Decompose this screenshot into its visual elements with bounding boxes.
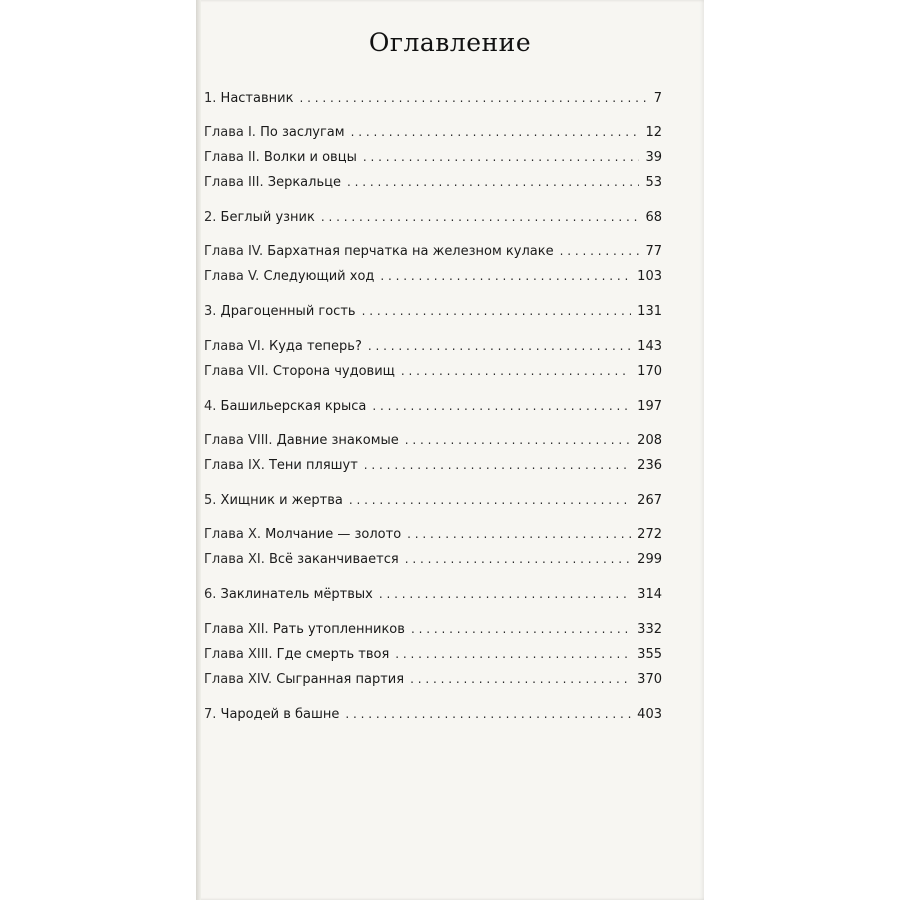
dot-leader — [363, 150, 640, 164]
toc-entry-title: Следующий ход — [263, 269, 375, 284]
dot-leader — [364, 458, 631, 472]
toc-entry — [204, 672, 662, 694]
toc-entry — [204, 399, 662, 421]
dot-leader — [405, 433, 631, 447]
toc-entry — [204, 175, 662, 197]
toc-entry-label — [204, 622, 405, 637]
toc-entry-title: Бархатная перчатка на железном кулаке — [267, 244, 554, 259]
toc-entry — [204, 587, 662, 609]
toc-entry-title: Где смерть твоя — [276, 647, 390, 662]
dot-leader — [372, 399, 631, 413]
toc-entry-title: Сыгранная партия — [276, 672, 405, 687]
dot-leader — [362, 304, 632, 318]
toc-entry — [204, 458, 662, 480]
toc-entry — [204, 647, 662, 669]
toc-entry-prefix: Глава IV. — [204, 244, 264, 259]
dot-leader — [368, 339, 631, 353]
toc-entry-page-number: 53 — [645, 175, 662, 190]
toc-entry-title: Молчание — золото — [265, 527, 402, 542]
dot-leader — [560, 244, 640, 258]
toc-entry-label — [204, 91, 293, 106]
toc-entry-title: Хищник и жертва — [220, 493, 343, 508]
toc-entry-prefix: 3. — [204, 304, 217, 319]
dot-leader — [410, 672, 631, 686]
toc-entry-label — [204, 125, 345, 140]
dot-leader — [380, 269, 631, 283]
dot-leader — [349, 493, 631, 507]
toc-entry-page-number: 103 — [637, 269, 662, 284]
toc-entry-prefix: Глава V. — [204, 269, 260, 284]
page-title: Оглавление — [368, 28, 532, 57]
toc-entry-label — [204, 210, 315, 225]
toc-entry-title: По заслугам — [260, 125, 345, 140]
toc-entry-prefix: Глава XIV. — [204, 672, 273, 687]
toc-entry-page-number: 370 — [637, 672, 662, 687]
toc-entry — [204, 91, 662, 113]
toc-entry-page-number: 7 — [653, 91, 662, 106]
toc-entry-prefix: Глава XII. — [204, 622, 269, 637]
toc-entry — [204, 433, 662, 455]
toc-entry-label — [204, 527, 401, 542]
toc-entry — [204, 304, 662, 326]
toc-entry-label — [204, 304, 356, 319]
toc-entry-prefix: Глава III. — [204, 175, 264, 190]
toc-entry-prefix: Глава I. — [204, 125, 256, 140]
dot-leader — [347, 175, 639, 189]
toc-entry-page-number: 299 — [637, 552, 662, 567]
toc-entry-title: Всё заканчивается — [268, 552, 399, 567]
toc-entry-title: Сторона чудовищ — [272, 364, 395, 379]
dot-leader — [407, 527, 631, 541]
dot-leader — [379, 587, 631, 601]
dot-leader — [401, 364, 631, 378]
toc-entry-prefix: Глава XIII. — [204, 647, 273, 662]
toc-entry-title: Чародей в башне — [220, 707, 340, 722]
toc-entry — [204, 339, 662, 361]
toc-entry-page-number: 131 — [637, 304, 662, 319]
toc-entry-prefix: Глава II. — [204, 150, 260, 165]
toc-entry-label — [204, 433, 399, 448]
toc-entry-prefix: Глава IX. — [204, 458, 265, 473]
toc-entry-prefix: 1. — [204, 91, 217, 106]
toc-entry-title: Наставник — [220, 91, 294, 106]
dot-leader — [351, 125, 640, 139]
toc-entry — [204, 364, 662, 386]
toc-entry — [204, 269, 662, 291]
toc-entry — [204, 527, 662, 549]
book-page — [196, 0, 704, 900]
toc-entry-title: Тени пляшут — [268, 458, 358, 473]
toc-entry-title: Рать утопленников — [272, 622, 405, 637]
toc-entry-page-number: 267 — [637, 493, 662, 508]
toc-entry-label — [204, 269, 374, 284]
toc-entry-title: Заклинатель мёртвых — [220, 587, 373, 602]
toc-entry-prefix: 4. — [204, 399, 217, 414]
toc-entry-label — [204, 707, 339, 722]
toc-entry-page-number: 208 — [637, 433, 662, 448]
toc-entry — [204, 125, 662, 147]
dot-leader — [345, 707, 631, 721]
toc-entry — [204, 150, 662, 172]
toc-entry-prefix: 5. — [204, 493, 217, 508]
toc-entry-page-number: 77 — [645, 244, 662, 259]
toc-entry-page-number: 355 — [637, 647, 662, 662]
toc-entry-page-number: 143 — [637, 339, 662, 354]
dot-leader — [321, 210, 640, 224]
toc-entry-title: Зеркальце — [267, 175, 341, 190]
toc-entry-page-number: 272 — [637, 527, 662, 542]
toc-entry — [204, 244, 662, 266]
toc-entry — [204, 210, 662, 232]
toc-entry-label — [204, 175, 341, 190]
toc-entry — [204, 552, 662, 574]
toc-entry-prefix: 7. — [204, 707, 217, 722]
toc-entry-page-number: 170 — [637, 364, 662, 379]
dot-leader — [405, 552, 631, 566]
toc-entry-label — [204, 458, 358, 473]
toc-entry-title: Башильерская крыса — [220, 399, 367, 414]
toc-entry-page-number: 39 — [645, 150, 662, 165]
toc-entry-title: Давние знакомые — [276, 433, 399, 448]
toc-entry-label — [204, 399, 366, 414]
toc-entry-label — [204, 339, 362, 354]
toc-entry-page-number: 197 — [637, 399, 662, 414]
toc-entry-page-number: 332 — [637, 622, 662, 637]
toc-entry-prefix: Глава VI. — [204, 339, 265, 354]
toc-entry-prefix: Глава X. — [204, 527, 262, 542]
page-spine-shadow — [196, 0, 201, 900]
toc-entry-page-number: 12 — [645, 125, 662, 140]
toc-entry-label — [204, 150, 357, 165]
toc-entry-prefix: 6. — [204, 587, 217, 602]
toc-entry-prefix: Глава VII. — [204, 364, 269, 379]
toc-entry-label — [204, 552, 399, 567]
dot-leader — [411, 622, 631, 636]
toc-entry-prefix: Глава XI. — [204, 552, 265, 567]
toc-entry-title: Беглый узник — [220, 210, 315, 225]
toc-entry-label — [204, 672, 404, 687]
toc-entry-label — [204, 587, 373, 602]
toc-entry-page-number: 68 — [645, 210, 662, 225]
toc-entry — [204, 622, 662, 644]
toc-entry — [204, 707, 662, 729]
dot-leader — [395, 647, 631, 661]
toc-entry-page-number: 236 — [637, 458, 662, 473]
toc-entry-label — [204, 244, 554, 259]
toc-entry-title: Драгоценный гость — [220, 304, 356, 319]
toc-entry-page-number: 403 — [637, 707, 662, 722]
toc-entry-title: Куда теперь? — [268, 339, 362, 354]
dot-leader — [299, 91, 647, 105]
toc-entry-label — [204, 364, 395, 379]
toc-entry-title: Волки и овцы — [263, 150, 357, 165]
toc-entry-prefix: Глава VIII. — [204, 433, 273, 448]
toc-entry-label — [204, 493, 343, 508]
toc-entry-prefix: 2. — [204, 210, 217, 225]
toc-entry-page-number: 314 — [637, 587, 662, 602]
toc-entry-label — [204, 647, 389, 662]
toc-entry — [204, 493, 662, 515]
